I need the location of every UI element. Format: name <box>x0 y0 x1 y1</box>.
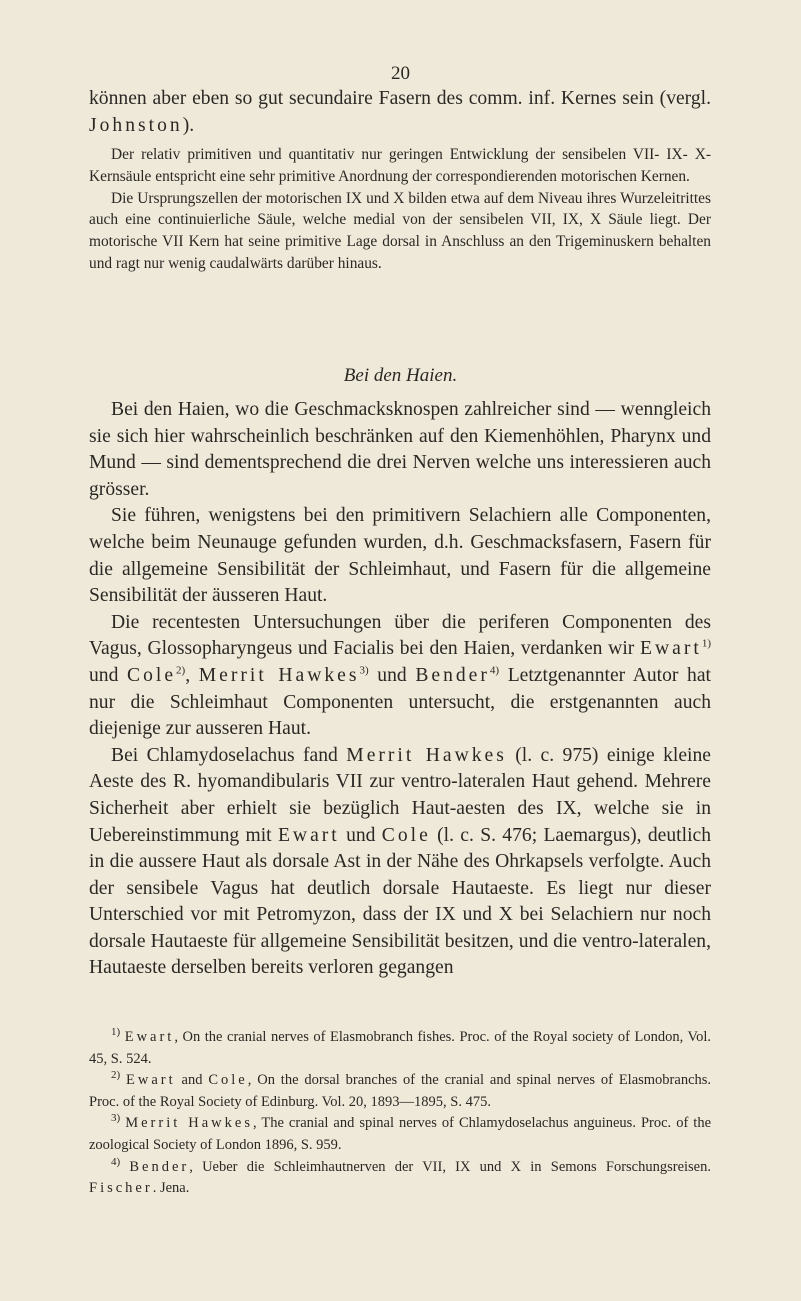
author-name: Bender <box>415 664 490 686</box>
author-name: Ewart <box>126 1072 176 1089</box>
small-paragraph: Der relativ primitiven und quantitativ nur geringen Entwicklung der sensibelen VII- IX- X- Kernsäule entspricht eine sehr primitive Anordnung der correspondierenden motorischen Kernen. <box>89 146 711 185</box>
footnote-ref: 1) <box>701 637 711 650</box>
footnotes <box>89 1027 711 1200</box>
footnote-ref: 4) <box>489 664 500 677</box>
author-name: Bender <box>129 1158 190 1175</box>
small-print-section <box>89 144 711 275</box>
author-name: Ewart <box>124 1029 175 1045</box>
footnote: $^{3)}$ Merrit Hawkes, The cranial and spinal nerves of Chlamydoselachus anguineus. Proc. of the zoological Society of London 1896, S. 959. <box>89 1112 712 1153</box>
footnote-ref: 3) <box>359 664 369 677</box>
footnote-ref: 2) <box>176 664 186 677</box>
page-number: 20 <box>391 63 410 84</box>
author-name: Merrit Hawkes <box>346 744 507 766</box>
author-name: Ewart <box>640 638 702 660</box>
author-name: Ewart <box>277 824 340 846</box>
footnote: $^{4)}$ Bender, Ueber die Schleimhautnerven der VII, IX und X in Semons Forschungsreisen. Fischer. Jena. <box>89 1155 711 1197</box>
body-paragraph: Sie führen, wenigstens bei den primitivern Selachiern alle Componenten, welche beim Neunauge gefunden wurden, d.h. Geschmacksfasern, Fasern für die allgemeine Sensibilität der Schleimhaut, und Fasern für die allgemeine Sensibilität der äusseren Haut. <box>89 505 711 607</box>
intro-text-a: können aber eben so gut secundaire Fasern des comm. inf. Kernes sein (vergl. <box>89 88 711 109</box>
intro-text-b: ). <box>182 114 195 136</box>
section-heading: Bei den Haien. <box>343 365 458 386</box>
main-text <box>89 397 711 982</box>
author-name: Cole <box>127 664 177 686</box>
body-paragraph: Bei den Haien, wo die Geschmacksknospen zahlreicher sind — wenngleich sie sich hier wahrscheinlich beschränken auf den Kiemenhöhlen, Pharynx und Mund — sind dementsprechend die drei Nerven welche uns interessieren auch grösser. <box>89 399 711 500</box>
author-name: Merrit Hawkes <box>198 664 360 686</box>
author-name: Merrit Hawkes <box>125 1115 253 1132</box>
body-paragraph: Die recentesten Untersuchungen über die periferen Componenten des Vagus, Glossopharyngeus und Facialis bei den Haien, verdanken wir Ewart$^{1)}$ und Cole$^{2)}$, Merrit Hawkes$^{3)}$ und Bender$^{4)}$ Letztgenannter Autor hat nur die Schleimhaut Componenten untersucht, die erstgenannten auch diejenige zur ausseren Haut. <box>89 611 711 740</box>
body-paragraph: Bei Chlamydoselachus fand Merrit Hawkes (l. c. 975) einige kleine Aeste des R. hyomandibularis VII zur ventro-lateralen Haut gehend. Mehrere Sicherheit aber erhielt sie bezüglich Haut-aesten des IX, welche sie in Uebereinstimmung mit Ewart und Cole (l. c. S. 476; Laemargus), deutlich in die aussere Haut als dorsale Ast in der Nähe des Ohrkapsels verfolgte. Auch der sensibele Vagus hat deutlich dorsale Hautaeste. Es liegt nur dieser Unterschied vor mit Petromyzon, dass der IX und X bei Selachiern nur noch dorsale Hautaeste für allgemeine Sensibilität besitzen, und die ventro-lateralen, Hautaeste derselben bereits verloren gegangen <box>89 744 712 979</box>
small-paragraph: Die Ursprungszellen der motorischen IX und X bilden etwa auf dem Niveau ihres Wurzeleitrittes auch eine continuierliche Säule, welche medial von der sensibelen VII, IX, X Säule liegt. Der motorische VII Kern hat seine primitive Lage dorsal in Anschluss an den Trigeminuskern behalten und ragt nur wenig caudalwärts darüber hinaus. <box>89 189 711 272</box>
footnote: $^{2)}$ Ewart and Cole, On the dorsal branches of the cranial and spinal nerves of Elasmobranchs. Proc. of the Royal Society of Edinburg. Vol. 20, 1893—1895, S. 475. <box>89 1069 712 1110</box>
author-name: Cole <box>208 1072 248 1089</box>
author-name: Johnston <box>89 114 183 136</box>
author-name: Cole <box>381 824 431 846</box>
publisher-name: Fischer <box>89 1180 153 1197</box>
footnote: $^{1)}$ Ewart, On the cranial nerves of Elasmobranch fishes. Proc. of the Royal society of London, Vol. 45, S. 524. <box>89 1026 711 1067</box>
intro-paragraph <box>89 86 711 139</box>
